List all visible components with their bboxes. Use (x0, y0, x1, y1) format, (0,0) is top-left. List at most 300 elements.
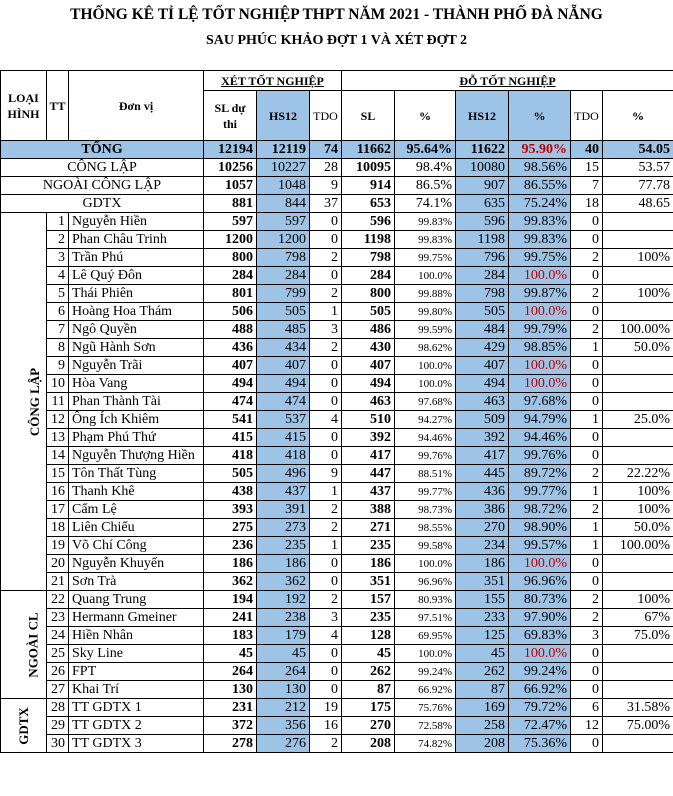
row-hs12: 130 (257, 681, 310, 699)
row-sl: 417 (342, 447, 395, 465)
row-sl: 798 (342, 249, 395, 267)
row-pct: 99.75% (395, 249, 456, 267)
row-tt: 5 (47, 285, 69, 303)
row-du-thi: 241 (204, 609, 257, 627)
row-pct-hs12: 99.83% (509, 231, 571, 249)
row-sl: 128 (342, 627, 395, 645)
row-hs12: 485 (257, 321, 310, 339)
row-hs12-do: 392 (456, 429, 509, 447)
row-pct: 100.0% (395, 645, 456, 663)
row-pct: 99.77% (395, 483, 456, 501)
row-du-thi: 1200 (204, 231, 257, 249)
row-tdo-do: 0 (571, 393, 603, 411)
report-subtitle: SAU PHÚC KHẢO ĐỢT 1 VÀ XÉT ĐỢT 2 (205, 33, 468, 48)
total-hs12-do: 11622 (456, 141, 509, 159)
table-row (1, 231, 673, 249)
row-hs12: 798 (257, 249, 310, 267)
row-hs12: 537 (257, 411, 310, 429)
row-name: Ngô Quyền (69, 321, 204, 339)
row-tt: 10 (47, 375, 69, 393)
row-tdo: 1 (310, 483, 342, 501)
row-tdo-do: 2 (571, 609, 603, 627)
row-tt: 26 (47, 663, 69, 681)
row-name: Nguyễn Khuyến (69, 555, 204, 573)
row-tdo-do: 0 (571, 555, 603, 573)
table-row (1, 735, 673, 753)
row-pct: 100.0% (395, 357, 456, 375)
table-row (1, 339, 673, 357)
row-name: TT GDTX 1 (69, 699, 204, 717)
row-pct-hs12: 98.85% (509, 339, 571, 357)
row-tdo: 4 (310, 411, 342, 429)
row-pct-tdo: 25.0% (603, 411, 673, 429)
row-tt: 8 (47, 339, 69, 357)
row-pct: 99.76% (395, 447, 456, 465)
row-sl: 494 (342, 375, 395, 393)
row-tdo-do: 0 (571, 303, 603, 321)
row-pct-hs12: 94.79% (509, 411, 571, 429)
summary-name: NGOÀI CÔNG LẬP (1, 177, 204, 195)
row-name: TT GDTX 2 (69, 717, 204, 735)
row-sl: 437 (342, 483, 395, 501)
row-name: Tôn Thất Tùng (69, 465, 204, 483)
row-pct-tdo (603, 267, 673, 285)
summary-pct-hs12: 86.55% (509, 177, 571, 195)
row-pct: 80.93% (395, 591, 456, 609)
row-sl: 800 (342, 285, 395, 303)
row-tt: 3 (47, 249, 69, 267)
row-name: Sky Line (69, 645, 204, 663)
row-hs12-do: 125 (456, 627, 509, 645)
row-name: Nguyễn Trãi (69, 357, 204, 375)
row-pct-tdo (603, 231, 673, 249)
row-du-thi: 183 (204, 627, 257, 645)
row-tdo: 0 (310, 663, 342, 681)
row-hs12-do: 509 (456, 411, 509, 429)
row-tdo-do: 0 (571, 429, 603, 447)
row-pct-tdo: 50.0% (603, 519, 673, 537)
col-pct-hs12: % (509, 91, 571, 141)
row-hs12-do: 505 (456, 303, 509, 321)
row-pct-tdo (603, 375, 673, 393)
row-hs12-do: 796 (456, 249, 509, 267)
table-row (1, 591, 673, 609)
row-pct: 100.0% (395, 375, 456, 393)
row-tdo-do: 2 (571, 285, 603, 303)
row-hs12: 212 (257, 699, 310, 717)
table-row (1, 285, 673, 303)
row-tt: 13 (47, 429, 69, 447)
row-name: Liên Chiểu (69, 519, 204, 537)
report-title: THỐNG KÊ TỈ LỆ TỐT NGHIỆP THPT NĂM 2021 - THÀNH PHỐ ĐÀ NẴNG (70, 6, 603, 23)
row-hs12-do: 270 (456, 519, 509, 537)
row-name: Ngũ Hành Sơn (69, 339, 204, 357)
summary-pct-hs12: 75.24% (509, 195, 571, 213)
summary-hs12-do: 10080 (456, 159, 509, 177)
row-name: Hiền Nhân (69, 627, 204, 645)
row-tdo-do: 2 (571, 321, 603, 339)
row-tdo: 2 (310, 285, 342, 303)
row-pct: 98.55% (395, 519, 456, 537)
row-sl: 407 (342, 357, 395, 375)
row-hs12: 474 (257, 393, 310, 411)
row-tt: 16 (47, 483, 69, 501)
row-pct-hs12: 99.76% (509, 447, 571, 465)
table-row (1, 483, 673, 501)
row-pct-tdo (603, 393, 673, 411)
total-row (1, 141, 673, 159)
table-row (1, 267, 673, 285)
section-cong-lap (1, 213, 47, 591)
row-pct-hs12: 100.0% (509, 357, 571, 375)
row-name: Hermann Gmeiner (69, 609, 204, 627)
row-pct-tdo (603, 357, 673, 375)
row-du-thi: 362 (204, 573, 257, 591)
row-du-thi: 418 (204, 447, 257, 465)
row-du-thi: 231 (204, 699, 257, 717)
row-pct-hs12: 99.87% (509, 285, 571, 303)
summary-tdo-do: 18 (571, 195, 603, 213)
row-du-thi: 194 (204, 591, 257, 609)
row-hs12-do: 155 (456, 591, 509, 609)
row-pct-hs12: 99.57% (509, 537, 571, 555)
row-du-thi: 438 (204, 483, 257, 501)
row-pct-tdo: 100% (603, 249, 673, 267)
row-hs12-do: 169 (456, 699, 509, 717)
section-gdtx (1, 699, 47, 753)
row-pct-hs12: 98.90% (509, 519, 571, 537)
row-pct-tdo (603, 681, 673, 699)
row-tdo-do: 0 (571, 573, 603, 591)
row-tdo-do: 0 (571, 357, 603, 375)
row-hs12-do: 1198 (456, 231, 509, 249)
group-xet-tot-nghiep: XÉT TỐT NGHIỆP (204, 71, 342, 91)
row-sl: 1198 (342, 231, 395, 249)
row-tt: 22 (47, 591, 69, 609)
row-hs12-do: 596 (456, 213, 509, 231)
row-hs12: 407 (257, 357, 310, 375)
row-pct: 74.82% (395, 735, 456, 753)
row-name: Hòa Vang (69, 375, 204, 393)
table-row (1, 357, 673, 375)
row-tdo-do: 1 (571, 537, 603, 555)
col-tdo: TDO (310, 91, 342, 141)
row-pct-hs12: 97.68% (509, 393, 571, 411)
row-du-thi: 275 (204, 519, 257, 537)
row-pct-hs12: 96.96% (509, 573, 571, 591)
row-pct-hs12: 79.72% (509, 699, 571, 717)
row-tdo-do: 2 (571, 465, 603, 483)
col-hs12: HS12 (257, 91, 310, 141)
col-sl: SL (342, 91, 395, 141)
row-tdo: 0 (310, 357, 342, 375)
row-pct-tdo (603, 303, 673, 321)
row-hs12-do: 45 (456, 645, 509, 663)
row-pct-hs12: 100.0% (509, 645, 571, 663)
total-tdo: 74 (310, 141, 342, 159)
row-tdo-do: 0 (571, 213, 603, 231)
summary-du-thi: 10256 (204, 159, 257, 177)
row-pct-hs12: 100.0% (509, 303, 571, 321)
row-tdo: 2 (310, 519, 342, 537)
row-pct-tdo: 100.00% (603, 537, 673, 555)
row-sl: 463 (342, 393, 395, 411)
row-tdo: 4 (310, 627, 342, 645)
row-pct: 94.46% (395, 429, 456, 447)
row-sl: 45 (342, 645, 395, 663)
row-pct-tdo: 75.00% (603, 717, 673, 735)
table-row (1, 321, 673, 339)
row-pct-hs12: 100.0% (509, 375, 571, 393)
row-pct: 94.27% (395, 411, 456, 429)
table-row (1, 411, 673, 429)
table-row (1, 393, 673, 411)
row-pct: 99.83% (395, 231, 456, 249)
row-du-thi: 800 (204, 249, 257, 267)
graduation-table (0, 70, 673, 753)
row-sl: 486 (342, 321, 395, 339)
summary-tdo-do: 15 (571, 159, 603, 177)
row-tt: 27 (47, 681, 69, 699)
row-tdo: 0 (310, 375, 342, 393)
row-name: Thanh Khê (69, 483, 204, 501)
row-tdo-do: 0 (571, 375, 603, 393)
section-label: GDTX (15, 706, 31, 745)
row-hs12-do: 484 (456, 321, 509, 339)
row-du-thi: 45 (204, 645, 257, 663)
row-tdo-do: 0 (571, 645, 603, 663)
row-du-thi: 236 (204, 537, 257, 555)
row-pct-hs12: 97.90% (509, 609, 571, 627)
row-tdo: 2 (310, 735, 342, 753)
row-pct-hs12: 89.72% (509, 465, 571, 483)
summary-tdo: 28 (310, 159, 342, 177)
row-du-thi: 801 (204, 285, 257, 303)
total-sl: 11662 (342, 141, 395, 159)
row-sl: 186 (342, 555, 395, 573)
row-pct-tdo (603, 645, 673, 663)
row-hs12-do: 262 (456, 663, 509, 681)
row-sl: 175 (342, 699, 395, 717)
row-tt: 14 (47, 447, 69, 465)
row-pct-hs12: 98.72% (509, 501, 571, 519)
row-pct: 66.92% (395, 681, 456, 699)
row-tt: 6 (47, 303, 69, 321)
row-hs12-do: 445 (456, 465, 509, 483)
row-pct-hs12: 99.75% (509, 249, 571, 267)
row-hs12: 434 (257, 339, 310, 357)
row-sl: 430 (342, 339, 395, 357)
row-pct-tdo (603, 735, 673, 753)
row-pct: 99.88% (395, 285, 456, 303)
table-row (1, 627, 673, 645)
row-tt: 30 (47, 735, 69, 753)
row-tt: 15 (47, 465, 69, 483)
row-du-thi: 186 (204, 555, 257, 573)
row-name: Hoàng Hoa Thám (69, 303, 204, 321)
row-hs12-do: 417 (456, 447, 509, 465)
row-pct-tdo (603, 573, 673, 591)
row-pct: 72.58% (395, 717, 456, 735)
table-row (1, 465, 673, 483)
row-name: TT GDTX 3 (69, 735, 204, 753)
summary-tdo-do: 7 (571, 177, 603, 195)
row-pct: 98.62% (395, 339, 456, 357)
row-tt: 1 (47, 213, 69, 231)
row-tdo-do: 0 (571, 681, 603, 699)
row-pct-tdo: 100% (603, 285, 673, 303)
row-hs12: 391 (257, 501, 310, 519)
total-hs12: 12119 (257, 141, 310, 159)
row-hs12: 597 (257, 213, 310, 231)
row-pct: 99.24% (395, 663, 456, 681)
row-tdo: 0 (310, 213, 342, 231)
row-hs12: 505 (257, 303, 310, 321)
row-name: Quang Trung (69, 591, 204, 609)
row-tdo: 9 (310, 465, 342, 483)
total-pct: 95.64% (395, 141, 456, 159)
row-pct-hs12: 69.83% (509, 627, 571, 645)
row-hs12: 284 (257, 267, 310, 285)
row-pct-hs12: 100.0% (509, 267, 571, 285)
row-hs12: 192 (257, 591, 310, 609)
row-name: Võ Chí Công (69, 537, 204, 555)
summary-pct-tdo: 48.65 (603, 195, 673, 213)
row-pct-hs12: 72.47% (509, 717, 571, 735)
row-name: Lê Quý Đôn (69, 267, 204, 285)
col-sl-du-thi: SL dự thi (204, 91, 257, 141)
col-loai-hinh: LOẠI HÌNH (1, 71, 47, 141)
row-tt: 29 (47, 717, 69, 735)
row-hs12: 437 (257, 483, 310, 501)
row-tdo: 1 (310, 303, 342, 321)
row-hs12: 494 (257, 375, 310, 393)
row-hs12-do: 258 (456, 717, 509, 735)
row-sl: 351 (342, 573, 395, 591)
row-pct-tdo (603, 663, 673, 681)
row-tdo-do: 0 (571, 447, 603, 465)
row-du-thi: 393 (204, 501, 257, 519)
row-tdo-do: 1 (571, 411, 603, 429)
total-du-thi: 12194 (204, 141, 257, 159)
row-tdo-do: 0 (571, 735, 603, 753)
row-name: Thái Phiên (69, 285, 204, 303)
total-pct-tdo: 54.05 (603, 141, 673, 159)
row-sl: 392 (342, 429, 395, 447)
row-hs12-do: 234 (456, 537, 509, 555)
row-hs12: 276 (257, 735, 310, 753)
row-tt: 25 (47, 645, 69, 663)
row-pct: 96.96% (395, 573, 456, 591)
summary-tdo: 37 (310, 195, 342, 213)
row-pct-hs12: 99.79% (509, 321, 571, 339)
row-tt: 11 (47, 393, 69, 411)
group-do-tot-nghiep: ĐỖ TỐT NGHIỆP (342, 71, 673, 91)
report-header (0, 0, 673, 70)
row-tdo: 2 (310, 501, 342, 519)
table-row (1, 213, 673, 231)
table-row (1, 573, 673, 591)
row-sl: 510 (342, 411, 395, 429)
row-tdo-do: 12 (571, 717, 603, 735)
col-pct-tdo: % (603, 91, 673, 141)
summary-row (1, 159, 673, 177)
row-hs12-do: 429 (456, 339, 509, 357)
row-sl: 208 (342, 735, 395, 753)
row-tdo-do: 1 (571, 483, 603, 501)
row-pct-hs12: 80.73% (509, 591, 571, 609)
row-du-thi: 264 (204, 663, 257, 681)
row-tt: 7 (47, 321, 69, 339)
row-sl: 505 (342, 303, 395, 321)
row-pct-tdo: 100% (603, 501, 673, 519)
row-tdo: 1 (310, 537, 342, 555)
row-hs12-do: 436 (456, 483, 509, 501)
row-du-thi: 488 (204, 321, 257, 339)
row-pct-tdo: 50.0% (603, 339, 673, 357)
summary-name: GDTX (1, 195, 204, 213)
row-hs12: 1200 (257, 231, 310, 249)
row-hs12: 238 (257, 609, 310, 627)
row-du-thi: 506 (204, 303, 257, 321)
row-pct-hs12: 75.36% (509, 735, 571, 753)
row-hs12: 264 (257, 663, 310, 681)
table-row (1, 429, 673, 447)
summary-name: CÔNG LẬP (1, 159, 204, 177)
table-row (1, 303, 673, 321)
row-tt: 2 (47, 231, 69, 249)
row-hs12-do: 494 (456, 375, 509, 393)
row-du-thi: 372 (204, 717, 257, 735)
row-sl: 596 (342, 213, 395, 231)
row-tt: 9 (47, 357, 69, 375)
row-sl: 235 (342, 609, 395, 627)
row-name: Khai Trí (69, 681, 204, 699)
row-tdo-do: 1 (571, 519, 603, 537)
summary-du-thi: 1057 (204, 177, 257, 195)
summary-du-thi: 881 (204, 195, 257, 213)
row-pct-tdo (603, 429, 673, 447)
row-tt: 24 (47, 627, 69, 645)
row-pct-hs12: 100.0% (509, 555, 571, 573)
total-pct-hs12: 95.90% (509, 141, 571, 159)
summary-sl: 10095 (342, 159, 395, 177)
row-du-thi: 436 (204, 339, 257, 357)
summary-hs12-do: 907 (456, 177, 509, 195)
row-pct: 75.76% (395, 699, 456, 717)
row-pct: 99.58% (395, 537, 456, 555)
row-tdo: 16 (310, 717, 342, 735)
row-name: FPT (69, 663, 204, 681)
row-tdo: 2 (310, 591, 342, 609)
summary-pct-tdo: 77.78 (603, 177, 673, 195)
row-tdo-do: 0 (571, 231, 603, 249)
table-row (1, 681, 673, 699)
total-tdo-do: 40 (571, 141, 603, 159)
summary-hs12: 844 (257, 195, 310, 213)
row-hs12-do: 351 (456, 573, 509, 591)
col-don-vi: Đơn vị (69, 71, 204, 141)
row-tt: 21 (47, 573, 69, 591)
row-pct: 98.73% (395, 501, 456, 519)
row-sl: 271 (342, 519, 395, 537)
row-tdo: 3 (310, 609, 342, 627)
row-sl: 87 (342, 681, 395, 699)
row-tt: 19 (47, 537, 69, 555)
row-tdo-do: 2 (571, 249, 603, 267)
row-tdo-do: 2 (571, 501, 603, 519)
row-hs12: 362 (257, 573, 310, 591)
